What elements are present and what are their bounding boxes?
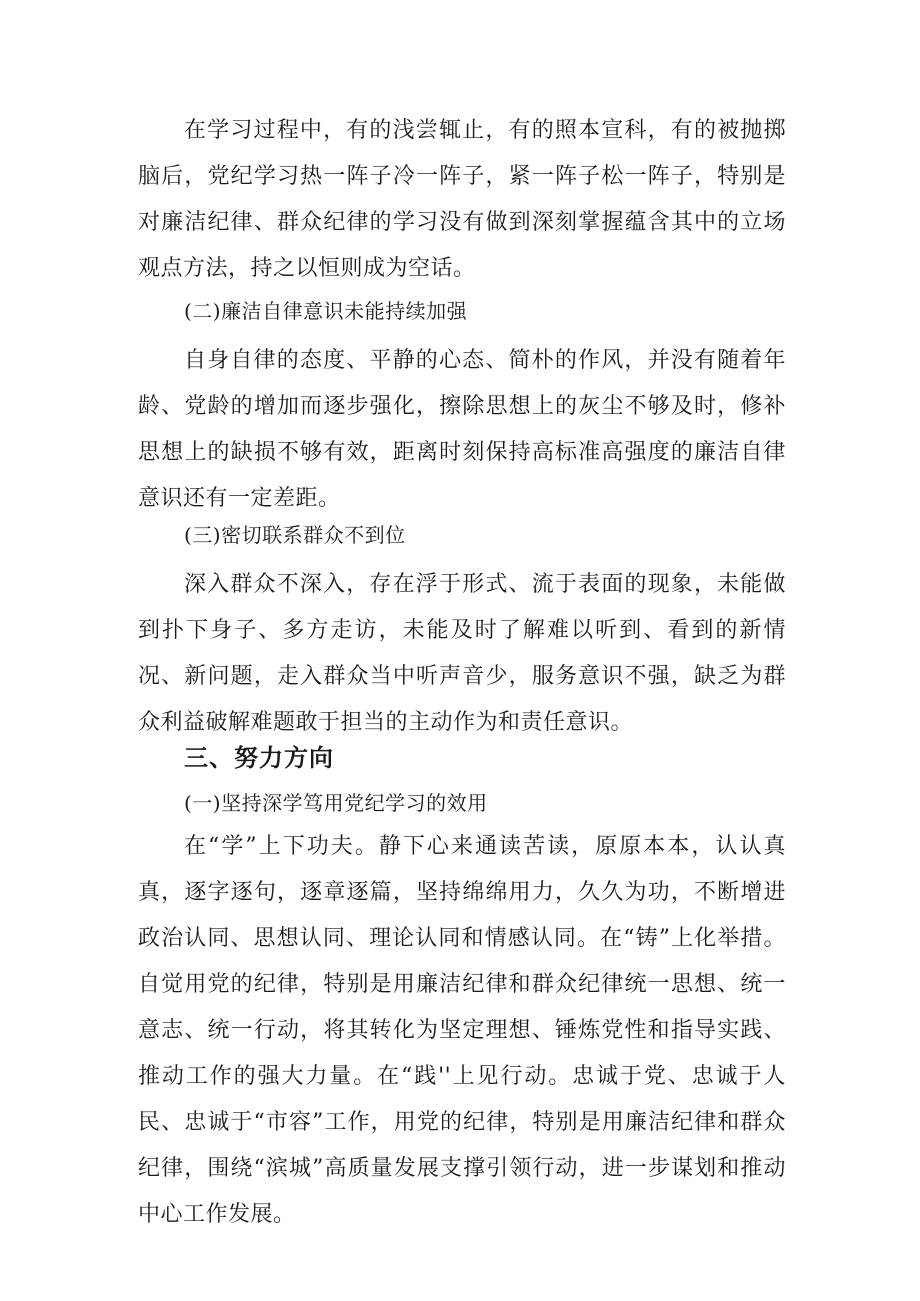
paragraph-self-discipline: 自身自律的态度、平静的心态、简朴的作风，并没有随着年龄、党龄的增加而逐步强化，擦除思想上的灰尘不够及时，修补思想上的缺损不够有效，距离时刻保持高标准高强度的廉洁自律意识还有一定差距。 <box>138 348 786 511</box>
subheading-deep-study: (一)坚持深学笃用党纪学习的效用 <box>184 791 488 815</box>
section-heading-direction: 三、努力方向 <box>184 744 334 772</box>
paragraph-contact-masses: 深入群众不深入，存在浮于形式、流于表面的现象，未能做到扑下身子、多方走访，未能及时了解难以听到、看到的新情况、新问题，走入群众当中听声音少，服务意识不强，缺乏为群众利益破解难题敢于担当的主动作为和责任意识。 <box>138 572 786 735</box>
subheading-integrity-self-discipline: (二)廉洁自律意识未能持续加强 <box>184 299 468 323</box>
paragraph-deep-study: 在“学”上下功夫。静下心来通读苦读，原原本本，认认真真，逐字逐句，逐章逐篇，坚持绵绵用力，久久为功，不断增进政治认同、思想认同、理论认同和情感认同。在“铸”上化举措。自觉用党的纪律，特别是用廉洁纪律和群众纪律统一思想、统一意志、统一行动，将其转化为坚定理想、锤炼党性和指导实践、推动工作的强大力量。在“践''上见行动。忠诚于党、忠诚于人民、忠诚于“市容”工作，用党的纪律，特别是用廉洁纪律和群众纪律，围绕“滨城”高质量发展支撑引领行动，进一步谋划和推动中心工作发展。 <box>138 834 786 1227</box>
subheading-contact-masses: (三)密切联系群众不到位 <box>184 523 406 547</box>
paragraph-study-process: 在学习过程中，有的浅尝辄止，有的照本宣科，有的被抛掷脑后，党纪学习热一阵子冷一阵子，紧一阵子松一阵子，特别是对廉洁纪律、群众纪律的学习没有做到深刻掌握蕴含其中的立场观点方法，持之以恒则成为空话。 <box>138 118 786 281</box>
